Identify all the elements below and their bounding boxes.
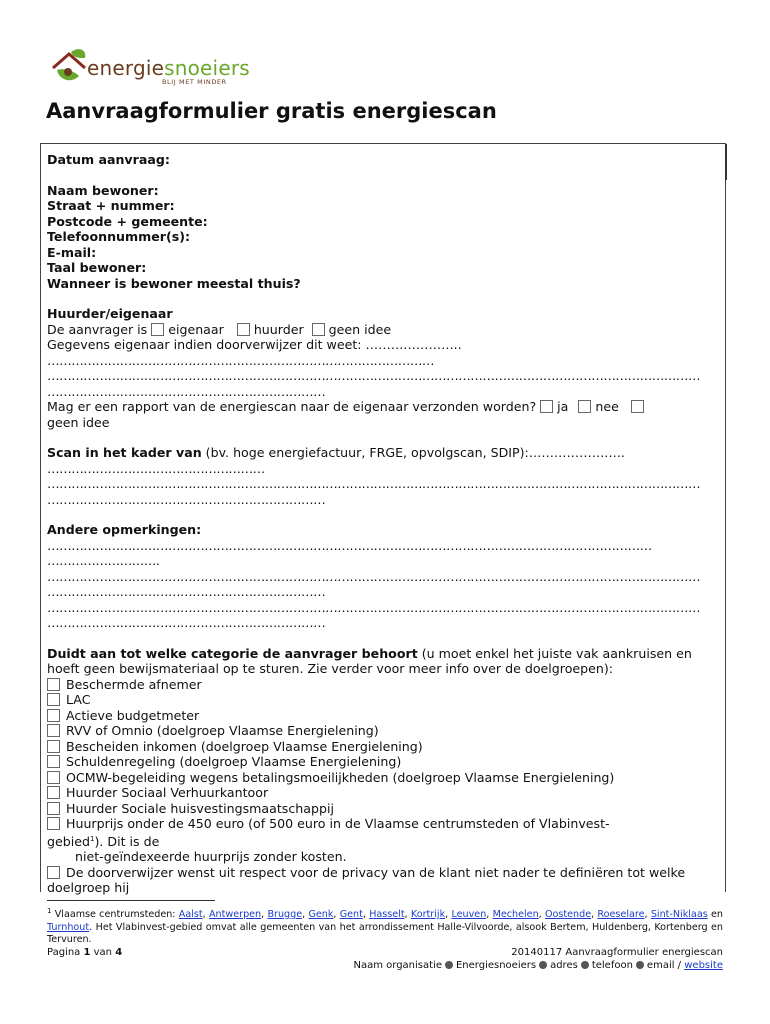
category-checkbox[interactable] bbox=[47, 740, 60, 753]
org-energie: Energiesnoeiers bbox=[455, 960, 537, 971]
dotted-line: ……………………………………………………………………………………………………………………………………………… bbox=[47, 368, 701, 383]
footnote-number: 1 bbox=[47, 907, 52, 915]
org-email: email / bbox=[646, 960, 682, 971]
huurder-heading: Huurder/eigenaar bbox=[47, 306, 173, 321]
straat-label: Straat + nummer: bbox=[47, 198, 175, 213]
city-link[interactable]: Genk bbox=[308, 909, 334, 921]
city-link[interactable]: Roeselare bbox=[597, 909, 645, 921]
footnote-divider bbox=[47, 900, 215, 901]
nee-label: nee bbox=[595, 399, 619, 414]
category-checkbox[interactable] bbox=[47, 866, 60, 879]
footnote-text: en bbox=[707, 909, 723, 921]
category-checkbox[interactable] bbox=[47, 709, 60, 722]
city-link[interactable]: Kortrijk bbox=[410, 909, 446, 921]
website-link[interactable]: website bbox=[684, 960, 723, 971]
bullet-icon bbox=[636, 961, 644, 969]
geen-idee-checkbox[interactable] bbox=[312, 323, 325, 336]
dotted-line: ……………………………………………………………………………………………………………………………………………… bbox=[47, 476, 701, 491]
huurprijs-label: Huurprijs onder de 450 euro (of 500 euro in de Vlaamse centrumsteden of Vlabinvest- bbox=[66, 816, 610, 831]
organisation-line bbox=[353, 960, 723, 971]
form-content bbox=[47, 152, 721, 896]
aanvrager-label: De aanvrager is bbox=[47, 321, 148, 337]
thuis-label: Wanneer is bewoner meestal thuis? bbox=[47, 275, 301, 291]
postcode-label: Postcode + gemeente: bbox=[47, 213, 208, 229]
rapport-geen-idee-label: geen idee bbox=[47, 414, 110, 430]
category-label: Huurder Sociale huisvestingsmaatschappij bbox=[66, 800, 334, 816]
category-item bbox=[47, 739, 721, 755]
org-naam: Naam organisatie bbox=[353, 960, 442, 971]
category-label: OCMW-begeleiding wegens betalingsmoeilijkheden (doelgroep Vlaamse Energielening) bbox=[66, 769, 615, 785]
city-link[interactable]: Mechelen bbox=[492, 909, 539, 921]
category-item-huurprijs bbox=[47, 816, 721, 832]
dotted-line: …………………………………………………………………………………………………………………………………… bbox=[47, 537, 652, 553]
leaf-house-icon bbox=[49, 46, 89, 86]
dotted-line: …………………………………………………………… bbox=[47, 491, 326, 507]
category-item bbox=[47, 770, 721, 786]
footnote-intro: Vlaamse centrumsteden: bbox=[51, 909, 179, 921]
city-link[interactable]: Gent bbox=[339, 909, 363, 921]
dotted-line: ……………………………………………………………………………………………………………………………………………… bbox=[47, 599, 701, 615]
huurder-checkbox[interactable] bbox=[237, 323, 250, 336]
city-link[interactable]: Sint-Niklaas bbox=[650, 909, 708, 921]
city-link[interactable]: Turnhout bbox=[47, 921, 90, 933]
categorie-heading: Duidt aan tot welke categorie de aanvrager behoort bbox=[47, 645, 418, 661]
category-item-doorverwijzer bbox=[47, 865, 721, 896]
datum-label: Datum aanvraag: bbox=[47, 152, 170, 167]
category-checkbox[interactable] bbox=[47, 755, 60, 768]
dotted-line: …………………………………………………………… bbox=[47, 615, 326, 630]
category-label: Bescheiden inkomen (doelgroep Vlaamse Energielening) bbox=[66, 738, 423, 754]
logo-wordmark: energiesnoeiers bbox=[87, 56, 250, 80]
page-title: Aanvraagformulier gratis energiescan bbox=[46, 99, 497, 123]
dotted-line: ……………………………………………………………………………………………………………………………………………… bbox=[47, 568, 701, 584]
category-item bbox=[47, 708, 721, 724]
ja-label: ja bbox=[557, 399, 569, 414]
footnote: $^1$ Vlaamse centrumsteden: Aalst, Antwerpen, Brugge, Genk, Gent, Hasselt, Kortrijk, Leuven, Mechelen, Oostende, Roeselare, Sint-Niklaas en Turnhout. Het Vlabinvest-gebied omvat alle gemeenten van het arrondissement Halle-Vilvoorde, alsook Bertem, Huldenberg, Kortenberg en Tervuren. bbox=[47, 907, 723, 946]
category-label: Schuldenregeling (doelgroep Vlaamse Energielening) bbox=[66, 754, 402, 769]
bullet-icon bbox=[539, 961, 547, 969]
city-link[interactable]: Aalst bbox=[178, 909, 203, 921]
geen-idee-label: geen idee bbox=[328, 321, 392, 337]
dotted-line: ………………………. bbox=[47, 553, 160, 568]
category-item bbox=[47, 677, 721, 693]
email-label: E-mail: bbox=[47, 244, 97, 260]
category-checkbox[interactable] bbox=[47, 817, 60, 830]
bullet-icon bbox=[445, 961, 453, 969]
gegevens-eigenaar-line: Gegevens eigenaar indien doorverwijzer dit weet: ………………….. bbox=[47, 337, 462, 352]
footnote-text: . Het Vlabinvest-gebied omvat alle gemeenten van het arrondissement Halle-Vilvoorde, alsook Bertem, Huldenberg, Kortenberg en Tervuren. bbox=[47, 921, 723, 946]
nee-checkbox[interactable] bbox=[578, 400, 591, 413]
category-checkbox[interactable] bbox=[47, 802, 60, 815]
rapport-geen-idee-checkbox[interactable] bbox=[631, 400, 644, 413]
category-label: Huurder Sociaal Verhuurkantoor bbox=[66, 785, 269, 800]
category-item bbox=[47, 754, 721, 770]
city-link[interactable]: Brugge bbox=[267, 909, 303, 921]
category-label: RVV of Omnio (doelgroep Vlaamse Energielening) bbox=[66, 723, 379, 738]
bullet-icon bbox=[581, 961, 589, 969]
eigenaar-label: eigenaar bbox=[168, 321, 224, 337]
logo bbox=[47, 44, 250, 88]
ja-checkbox[interactable] bbox=[540, 400, 553, 413]
huurder-label: huurder bbox=[253, 321, 304, 337]
city-link[interactable]: Hasselt bbox=[369, 909, 405, 921]
category-label: LAC bbox=[66, 692, 91, 707]
rapport-row bbox=[47, 399, 721, 415]
huurprijs-line-2 bbox=[47, 832, 721, 850]
taal-label: Taal bewoner: bbox=[47, 260, 147, 275]
dotted-line: …………………………………………………………… bbox=[47, 383, 326, 399]
huurprijs-text: gebied bbox=[47, 833, 90, 849]
category-label: Actieve budgetmeter bbox=[66, 707, 200, 723]
categorie-hint: (u moet enkel het juiste vak aankruisen en hoeft geen bewijsmateriaal op te sturen. Zie verder voor meer info over de doelgroepen): bbox=[47, 645, 692, 676]
dotted-line: ……………………………………………… bbox=[47, 460, 265, 476]
org-telefoon: telefoon bbox=[591, 960, 633, 971]
naam-label: Naam bewoner: bbox=[47, 182, 159, 198]
category-checkbox[interactable] bbox=[47, 771, 60, 784]
category-item bbox=[47, 723, 721, 739]
scan-row bbox=[47, 445, 721, 461]
rapport-question: Mag er een rapport van de energiescan naar de eigenaar verzonden worden? bbox=[47, 399, 537, 414]
doorverwijzer-label: De doorverwijzer wenst uit respect voor de privacy van de klant niet nader te definiëren tot welke doelgroep hij bbox=[47, 864, 686, 896]
page-number: Pagina 1 van 4 bbox=[47, 947, 123, 958]
telefoon-label: Telefoonnummer(s): bbox=[47, 229, 191, 244]
city-link[interactable]: Leuven bbox=[451, 909, 487, 921]
category-item bbox=[47, 692, 721, 708]
eigenaar-checkbox[interactable] bbox=[151, 323, 164, 336]
category-checkbox[interactable] bbox=[47, 724, 60, 737]
org-adres: adres bbox=[550, 960, 578, 971]
footnote-ref[interactable]: 1 bbox=[89, 834, 95, 843]
category-label: Beschermde afnemer bbox=[66, 676, 202, 692]
huurprijs-text: ). Dit is de bbox=[94, 833, 160, 849]
dotted-line: …………………………………………………………… bbox=[47, 584, 326, 599]
city-link[interactable]: Oostende bbox=[544, 909, 592, 921]
document-reference: 20140117 Aanvraagformulier energiescan bbox=[511, 947, 723, 958]
category-item bbox=[47, 801, 721, 817]
logo-tagline: BLIJ MET MINDER bbox=[162, 78, 227, 86]
aanvrager-row bbox=[47, 322, 721, 338]
scan-hint: (bv. hoge energiefactuur, FRGE, opvolgscan, SDIP):………………….. bbox=[201, 445, 625, 460]
huurprijs-line-3: niet-geïndexeerde huurprijs zonder kosten. bbox=[75, 849, 347, 865]
category-checkbox[interactable] bbox=[47, 693, 60, 706]
categorie-intro bbox=[47, 646, 721, 677]
dotted-line: …………………………………………………………………………………… bbox=[47, 352, 434, 368]
opmerkingen-heading: Andere opmerkingen: bbox=[47, 522, 202, 537]
category-checkbox[interactable] bbox=[47, 678, 60, 691]
category-item bbox=[47, 785, 721, 801]
category-checkbox[interactable] bbox=[47, 786, 60, 799]
scan-heading: Scan in het kader van bbox=[47, 445, 202, 460]
city-link[interactable]: Antwerpen bbox=[208, 909, 262, 921]
